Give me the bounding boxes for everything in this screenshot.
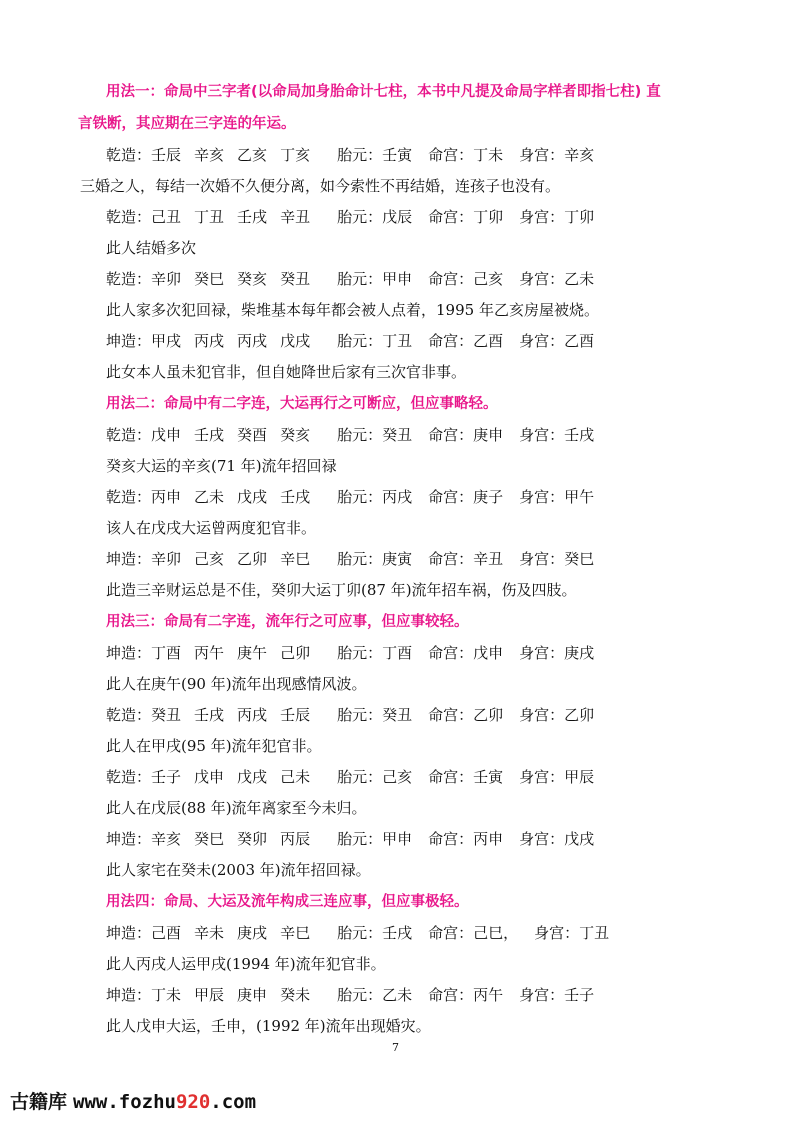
case-label: 坤造： — [106, 550, 152, 568]
case-label: 坤造： — [106, 986, 152, 1004]
pillar-hour: 丙辰 — [280, 830, 311, 848]
pillar-month: 己亥 — [194, 550, 225, 568]
site-url-number: 920 — [175, 1091, 211, 1113]
pillar-day: 庚戌 — [237, 924, 268, 942]
case-row — [106, 767, 594, 787]
case-label: 坤造： — [106, 924, 152, 942]
pillar-day: 癸亥 — [237, 270, 268, 288]
taiyuan: 胎元：乙未 — [337, 986, 413, 1004]
pillar-year: 癸丑 — [151, 706, 182, 724]
pillar-month: 辛未 — [194, 924, 225, 942]
minggong: 命宫：庚申 — [428, 426, 504, 444]
shengong: 身宫：甲辰 — [519, 768, 595, 786]
taiyuan: 胎元：丁酉 — [337, 644, 413, 662]
minggong: 命宫：壬寅 — [428, 768, 504, 786]
pillar-year: 壬子 — [151, 768, 182, 786]
pillar-hour: 丁亥 — [280, 146, 311, 164]
pillar-year: 丙申 — [151, 488, 182, 506]
minggong: 命宫：乙卯 — [428, 706, 504, 724]
pillar-year: 丁未 — [151, 986, 182, 1004]
case-row — [106, 643, 594, 663]
pillar-hour: 癸亥 — [280, 426, 311, 444]
pillar-year: 己丑 — [151, 208, 182, 226]
pillar-month: 戊申 — [194, 768, 225, 786]
case-note: 此人在庚午(90 年)流年出现感情风波。 — [106, 675, 367, 693]
pillar-hour: 壬戌 — [280, 488, 311, 506]
pillar-day: 癸酉 — [237, 426, 268, 444]
case-label: 乾造： — [106, 706, 152, 724]
pillar-month: 乙未 — [194, 488, 225, 506]
taiyuan: 胎元：癸丑 — [337, 706, 413, 724]
site-url-prefix: www.fozhu — [73, 1091, 176, 1113]
pillar-month: 辛亥 — [194, 146, 225, 164]
pillar-hour: 癸丑 — [280, 270, 311, 288]
shengong: 身宫：乙酉 — [519, 332, 595, 350]
pillar-day: 庚午 — [237, 644, 268, 662]
pillar-hour: 辛巳 — [280, 550, 311, 568]
shengong: 身宫：乙未 — [519, 270, 595, 288]
taiyuan: 胎元：己亥 — [337, 768, 413, 786]
case-note: 此造三辛财运总是不佳，癸卯大运丁卯(87 年)流年招车祸，伤及四肢。 — [106, 581, 577, 599]
taiyuan: 胎元：甲申 — [337, 830, 413, 848]
taiyuan: 胎元：壬戌 — [337, 924, 413, 942]
pillar-year: 丁酉 — [151, 644, 182, 662]
shengong: 身宫：丁丑 — [534, 924, 610, 942]
pillar-day: 壬戌 — [237, 208, 268, 226]
minggong: 命宫：丁卯 — [428, 208, 504, 226]
pillar-day: 庚申 — [237, 986, 268, 1004]
pillar-day: 癸卯 — [237, 830, 268, 848]
shengong: 身宫：乙卯 — [519, 706, 595, 724]
pillar-hour: 辛巳 — [280, 924, 311, 942]
minggong: 命宫：戊申 — [428, 644, 504, 662]
shengong: 身宫：甲午 — [519, 488, 595, 506]
case-row — [106, 487, 594, 507]
case-label: 坤造： — [106, 332, 152, 350]
case-note: 该人在戊戌大运曾两度犯官非。 — [106, 519, 317, 537]
minggong: 命宫：庚子 — [428, 488, 504, 506]
pillar-hour: 戊戌 — [280, 332, 311, 350]
pillar-month: 壬戌 — [194, 426, 225, 444]
case-note: 此人在戊辰(88 年)流年离家至今未归。 — [106, 799, 367, 817]
pillar-day: 戊戌 — [237, 768, 268, 786]
taiyuan: 胎元：癸丑 — [337, 426, 413, 444]
pillar-month: 癸巳 — [194, 270, 225, 288]
minggong: 命宫：丙午 — [428, 986, 504, 1004]
case-label: 乾造： — [106, 426, 152, 444]
case-row — [106, 269, 594, 289]
minggong: 命宫：丙申 — [428, 830, 504, 848]
pillar-day: 丙戌 — [237, 332, 268, 350]
case-note: 此人家宅在癸未(2003 年)流年招回禄。 — [106, 861, 371, 879]
pillar-month: 丁丑 — [194, 208, 225, 226]
case-label: 乾造： — [106, 270, 152, 288]
pillar-month: 癸巳 — [194, 830, 225, 848]
pillar-year: 辛亥 — [151, 830, 182, 848]
taiyuan: 胎元：壬寅 — [337, 146, 413, 164]
minggong: 命宫：辛丑 — [428, 550, 504, 568]
pillar-month: 甲辰 — [194, 986, 225, 1004]
case-note: 此人戊申大运，壬申，(1992 年)流年出现婚灾。 — [106, 1017, 431, 1035]
case-note: 此人家多次犯回禄，柴堆基本每年都会被人点着，1995 年乙亥房屋被烧。 — [106, 301, 599, 319]
case-label: 坤造： — [106, 644, 152, 662]
pillar-year: 己酉 — [151, 924, 182, 942]
shengong: 身宫：戊戌 — [519, 830, 595, 848]
case-row — [106, 985, 594, 1005]
pillar-month: 丙戌 — [194, 332, 225, 350]
minggong: 命宫：己巳， — [428, 924, 519, 942]
case-label: 乾造： — [106, 488, 152, 506]
taiyuan: 胎元：甲申 — [337, 270, 413, 288]
pillar-day: 丙戌 — [237, 706, 268, 724]
section-heading-3: 用法三：命局有二字连，流年行之可应事，但应事较轻。 — [106, 614, 469, 630]
taiyuan: 胎元：丁丑 — [337, 332, 413, 350]
section-heading-2: 用法二：命局中有二字连，大运再行之可断应，但应事略轻。 — [106, 396, 498, 412]
case-note: 癸亥大运的辛亥(71 年)流年招回禄 — [106, 457, 337, 475]
site-url-suffix: .com — [210, 1091, 257, 1113]
pillar-hour: 辛丑 — [280, 208, 311, 226]
pillar-year: 辛卯 — [151, 550, 182, 568]
pillar-year: 壬辰 — [151, 146, 182, 164]
page-number: 7 — [392, 1041, 399, 1054]
pillar-year: 辛卯 — [151, 270, 182, 288]
pillar-month: 丙午 — [194, 644, 225, 662]
case-row — [106, 145, 594, 165]
case-row — [106, 207, 594, 227]
section-heading-1: 用法一：命局中三字者(以命局加身胎命计七柱，本书中凡提及命局字样者即指七柱) 直 — [106, 84, 661, 100]
shengong: 身宫：庚戌 — [519, 644, 595, 662]
pillar-day: 乙卯 — [237, 550, 268, 568]
minggong: 命宫：己亥 — [428, 270, 504, 288]
case-label: 坤造： — [106, 830, 152, 848]
shengong: 身宫：辛亥 — [519, 146, 595, 164]
case-note: 此女本人虽未犯官非，但自她降世后家有三次官非事。 — [106, 363, 467, 381]
pillar-hour: 己卯 — [280, 644, 311, 662]
taiyuan: 胎元：戊辰 — [337, 208, 413, 226]
case-note: 三婚之人，每结一次婚不久便分离，如今索性不再结婚，连孩子也没有。 — [80, 177, 561, 195]
minggong: 命宫：乙酉 — [428, 332, 504, 350]
pillar-hour: 癸未 — [280, 986, 311, 1004]
case-note: 此人丙戌人运甲戌(1994 年)流年犯官非。 — [106, 955, 386, 973]
section-heading-1-continued: 言铁断，其应期在三字连的年运。 — [78, 116, 296, 132]
case-row — [106, 549, 594, 569]
case-note: 此人结婚多次 — [106, 239, 197, 257]
site-brand-name: 古籍库 — [10, 1091, 68, 1113]
pillar-year: 甲戌 — [151, 332, 182, 350]
minggong: 命宫：丁未 — [428, 146, 504, 164]
shengong: 身宫：丁卯 — [519, 208, 595, 226]
case-label: 乾造： — [106, 208, 152, 226]
site-watermark[interactable] — [10, 1087, 256, 1114]
pillar-day: 戊戌 — [237, 488, 268, 506]
case-row — [106, 425, 594, 445]
shengong: 身宫：壬戌 — [519, 426, 595, 444]
pillar-hour: 己未 — [280, 768, 311, 786]
pillar-month: 壬戌 — [194, 706, 225, 724]
case-row — [106, 331, 594, 351]
taiyuan: 胎元：庚寅 — [337, 550, 413, 568]
shengong: 身宫：癸巳 — [519, 550, 595, 568]
case-row — [106, 923, 609, 943]
shengong: 身宫：壬子 — [519, 986, 595, 1004]
section-heading-4: 用法四：命局、大运及流年构成三连应事，但应事极轻。 — [106, 894, 469, 910]
pillar-day: 乙亥 — [237, 146, 268, 164]
pillar-year: 戊申 — [151, 426, 182, 444]
case-label: 乾造： — [106, 768, 152, 786]
pillar-hour: 壬辰 — [280, 706, 311, 724]
case-label: 乾造： — [106, 146, 152, 164]
case-row — [106, 705, 594, 725]
taiyuan: 胎元：丙戌 — [337, 488, 413, 506]
case-note: 此人在甲戌(95 年)流年犯官非。 — [106, 737, 322, 755]
case-row — [106, 829, 594, 849]
